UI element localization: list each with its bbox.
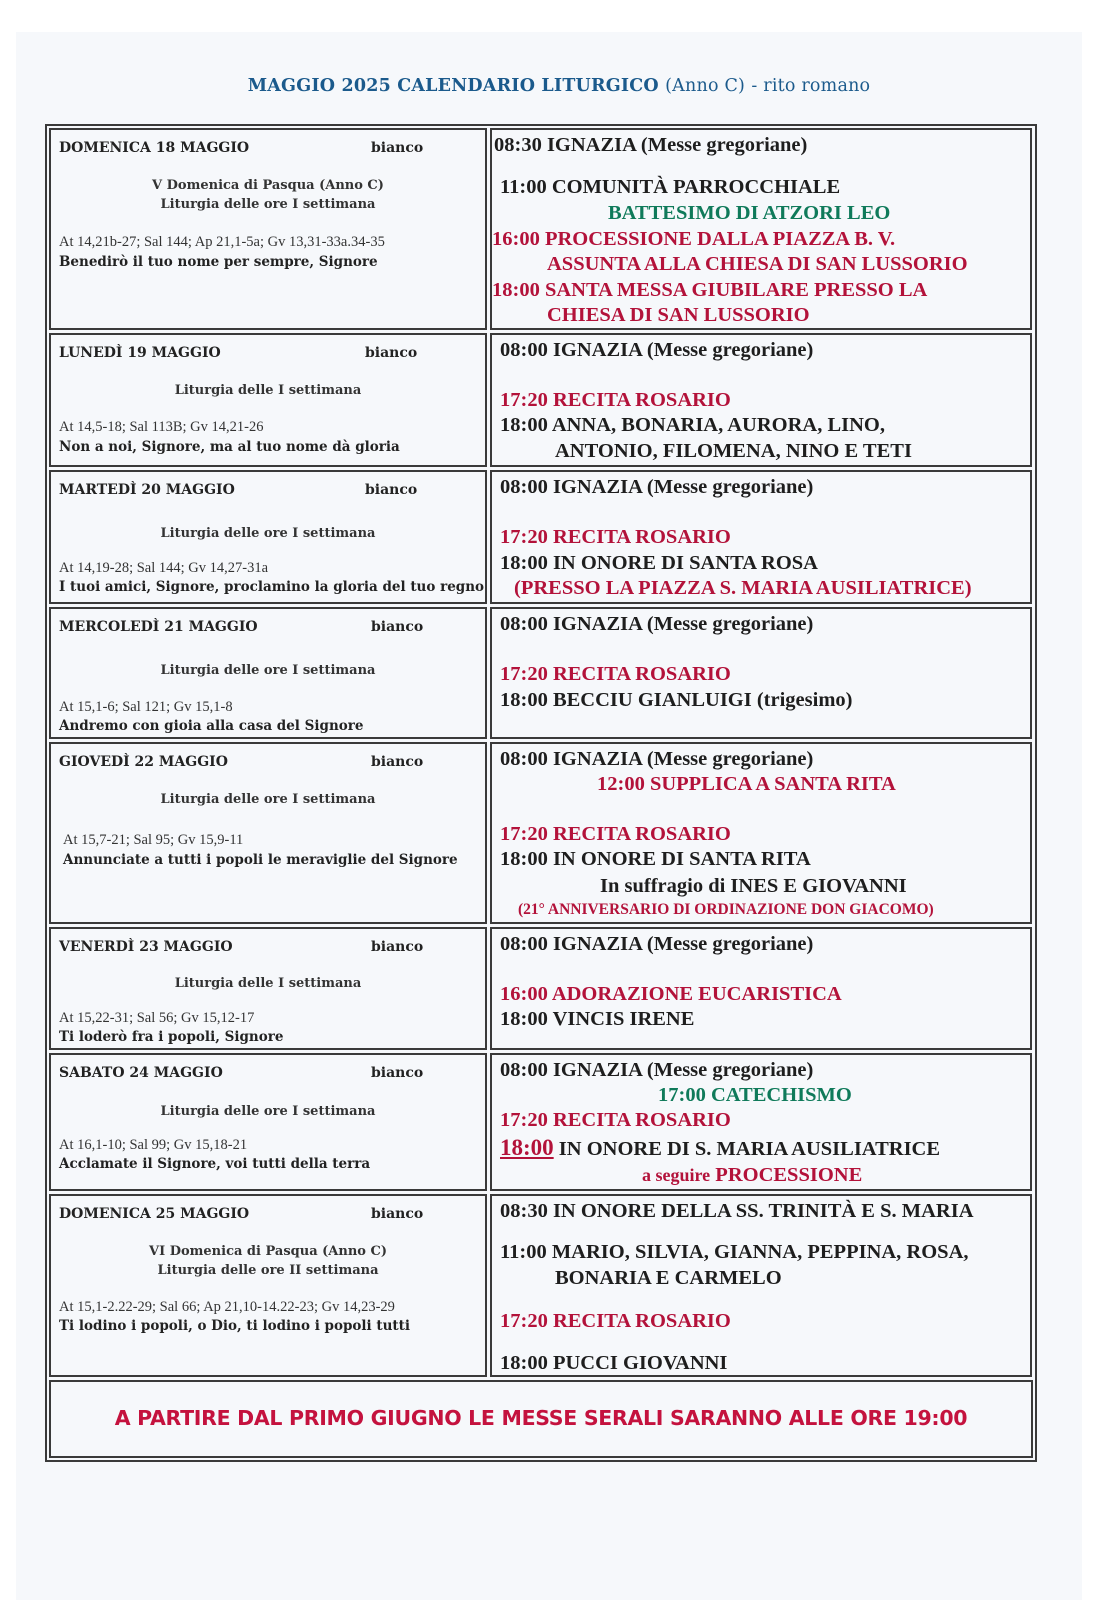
liturgical-color: bianco: [371, 754, 424, 770]
location-note: (PRESSO LA PIAZZA S. MARIA AUSILIATRICE): [514, 577, 972, 599]
mass-line: 11:00 COMUNITÀ PARROCCHIALE: [500, 176, 841, 198]
mass-line: 11:00 MARIO, SILVIA, GIANNA, PEPPINA, ROSA,: [500, 1241, 969, 1263]
day-info-cell: [49, 607, 487, 739]
liturgy-line: Liturgia delle ore I settimana: [160, 792, 376, 807]
mass-line: 18:00 ANNA, BONARIA, AURORA, LINO,: [500, 414, 885, 436]
adoration-line: 16:00 ADORAZIONE EUCARISTICA: [500, 983, 842, 1005]
scripture-refs: At 15,1-2.22-29; Sal 66; Ap 21,10-14.22-23; Gv 14,23-29: [59, 1299, 395, 1315]
psalm-antiphon: Non a noi, Signore, ma al tuo nome dà gloria: [59, 439, 400, 455]
baptism-line: BATTESIMO DI ATZORI LEO: [608, 202, 891, 224]
liturgy-line: Liturgia delle ore II settimana: [157, 1263, 379, 1278]
mass-line: 08:00 IGNAZIA (Messe gregoriane): [500, 748, 814, 770]
rosary-line: 17:20 RECITA ROSARIO: [500, 1310, 731, 1332]
procession-line: 16:00 PROCESSIONE DALLA PIAZZA B. V.: [492, 228, 896, 250]
day-info-cell: [49, 333, 487, 467]
mass-line: 08:00 IGNAZIA (Messe gregoriane): [500, 339, 814, 361]
liturgical-color: bianco: [371, 1206, 424, 1222]
scripture-refs: At 14,5-18; Sal 113B; Gv 14,21-26: [59, 419, 264, 435]
mass-line-cont: ANTONIO, FILOMENA, NINO E TETI: [555, 440, 912, 462]
mass-time-underlined: 18:00: [500, 1135, 554, 1160]
liturgical-color: bianco: [365, 345, 418, 361]
liturgy-line: V Domenica di Pasqua (Anno C): [152, 178, 384, 193]
day-heading: VENERDÌ 23 MAGGIO: [59, 939, 233, 955]
rosary-line: 17:20 RECITA ROSARIO: [500, 526, 731, 548]
liturgy-line: Liturgia delle I settimana: [174, 976, 362, 991]
day-masses-cell: [490, 742, 1032, 924]
day-heading: MERCOLEDÌ 21 MAGGIO: [59, 619, 258, 635]
supplica-line: 12:00 SUPPLICA A SANTA RITA: [597, 773, 896, 795]
procession-line-cont: ASSUNTA ALLA CHIESA DI SAN LUSSORIO: [547, 253, 968, 275]
day-heading: SABATO 24 MAGGIO: [59, 1065, 223, 1081]
mass-line: 18:00 VINCIS IRENE: [500, 1008, 695, 1030]
liturgical-color: bianco: [371, 1065, 424, 1081]
anniversary-note: (21° ANNIVERSARIO DI ORDINAZIONE DON GIACOMO): [518, 901, 934, 918]
scripture-refs: At 14,19-28; Sal 144; Gv 14,27-31a: [59, 560, 269, 576]
day-info-cell: [49, 1053, 487, 1191]
rosary-line: 17:20 RECITA ROSARIO: [500, 1109, 731, 1131]
day-heading: LUNEDÌ 19 MAGGIO: [59, 345, 221, 361]
mass-line: 08:00 IGNAZIA (Messe gregoriane): [500, 613, 814, 635]
page-title: [0, 76, 1118, 96]
liturgical-color: bianco: [365, 482, 418, 498]
psalm-antiphon: Annunciate a tutti i popoli le meraviglie del Signore: [63, 852, 458, 868]
psalm-antiphon: Andremo con gioia alla casa del Signore: [59, 718, 364, 734]
title-year-cycle: (Anno C): [665, 76, 746, 96]
procession-word: PROCESSIONE: [715, 1164, 863, 1186]
liturgical-color: bianco: [371, 619, 424, 635]
mass-intention: IN ONORE DI S. MARIA AUSILIATRICE: [558, 1138, 941, 1160]
day-masses-cell: [490, 927, 1032, 1050]
liturgy-line: Liturgia delle ore I settimana: [160, 526, 376, 541]
suffrage-line: In suffragio di INES E GIOVANNI: [600, 875, 907, 897]
day-info-cell: [49, 742, 487, 924]
mass-line: 18:00 PUCCI GIOVANNI: [500, 1352, 728, 1374]
psalm-antiphon: Acclamate il Signore, voi tutti della terra: [59, 1156, 371, 1172]
rosary-line: 17:20 RECITA ROSARIO: [500, 663, 731, 685]
liturgy-line: VI Domenica di Pasqua (Anno C): [149, 1244, 387, 1259]
mass-line: 08:30 IN ONORE DELLA SS. TRINITÀ E S. MARIA: [500, 1200, 974, 1222]
day-masses-cell: [490, 333, 1032, 467]
day-masses-cell: [490, 128, 1032, 330]
liturgy-line: Liturgia delle ore I settimana: [160, 1104, 376, 1119]
day-info-cell: [49, 927, 487, 1050]
jubilee-mass-line: 18:00 SANTA MESSA GIUBILARE PRESSO LA: [492, 279, 928, 301]
notice-box: [49, 1380, 1033, 1458]
mass-line: 08:00 IGNAZIA (Messe gregoriane): [500, 933, 814, 955]
rosary-line: 17:20 RECITA ROSARIO: [500, 389, 731, 411]
rosary-line: 17:20 RECITA ROSARIO: [500, 823, 731, 845]
day-info-cell: [49, 470, 487, 604]
title-main: MAGGIO 2025 CALENDARIO LITURGICO: [247, 76, 659, 96]
liturgy-line: Liturgia delle ore I settimana: [160, 663, 376, 678]
day-info-cell: [49, 1194, 487, 1377]
mass-line-cont: BONARIA E CARMELO: [555, 1267, 782, 1289]
scripture-refs: At 14,21b-27; Sal 144; Ap 21,1-5a; Gv 13,31-33a.34-35: [59, 234, 385, 250]
jubilee-mass-line-cont: CHIESA DI SAN LUSSORIO: [547, 304, 810, 326]
psalm-antiphon: Ti loderò fra i popoli, Signore: [59, 1029, 284, 1045]
mass-line: 18:00 IN ONORE DI SANTA RITA: [500, 848, 811, 870]
day-info-cell: [49, 128, 487, 330]
evening-mass-notice: A PARTIRE DAL PRIMO GIUGNO LE MESSE SERALI SARANNO ALLE ORE 19:00: [114, 1406, 968, 1430]
mass-line: 18:00 IN ONORE DI SANTA ROSA: [500, 552, 818, 574]
scripture-refs: At 15,7-21; Sal 95; Gv 15,9-11: [63, 832, 244, 848]
liturgical-color: bianco: [371, 140, 424, 156]
mass-line: [500, 1135, 940, 1161]
scripture-refs: At 15,1-6; Sal 121; Gv 15,1-8: [59, 699, 233, 715]
day-heading: GIOVEDÌ 22 MAGGIO: [59, 754, 228, 770]
psalm-antiphon: Benedirò il tuo nome per sempre, Signore: [59, 254, 378, 270]
day-heading: MARTEDÌ 20 MAGGIO: [59, 482, 235, 498]
day-masses-cell: [490, 1053, 1032, 1191]
procession-prefix: a seguire: [642, 1165, 711, 1185]
liturgical-color: bianco: [371, 939, 424, 955]
day-masses-cell: [490, 1194, 1032, 1377]
scripture-refs: At 15,22-31; Sal 56; Gv 15,12-17: [59, 1010, 255, 1026]
mass-line: 08:00 IGNAZIA (Messe gregoriane): [500, 476, 814, 498]
day-heading: DOMENICA 18 MAGGIO: [59, 140, 250, 156]
mass-line: 08:30 IGNAZIA (Messe gregoriane): [494, 134, 808, 156]
day-heading: DOMENICA 25 MAGGIO: [59, 1206, 250, 1222]
scripture-refs: At 16,1-10; Sal 99; Gv 15,18-21: [59, 1137, 248, 1153]
day-masses-cell: [490, 607, 1032, 739]
title-rite: - rito romano: [751, 76, 871, 96]
psalm-antiphon: Ti lodino i popoli, o Dio, ti lodino i popoli tutti: [59, 1318, 411, 1334]
day-masses-cell: [490, 470, 1032, 604]
mass-line: 18:00 BECCIU GIANLUIGI (trigesimo): [500, 689, 853, 711]
catechism-line: 17:00 CATECHISMO: [658, 1084, 852, 1106]
mass-line: 08:00 IGNAZIA (Messe gregoriane): [500, 1059, 814, 1081]
procession-note: [642, 1164, 862, 1187]
liturgy-line: Liturgia delle ore I settimana: [160, 197, 376, 212]
liturgy-line: Liturgia delle I settimana: [174, 383, 362, 398]
psalm-antiphon: I tuoi amici, Signore, proclamino la gloria del tuo regno: [59, 579, 485, 595]
